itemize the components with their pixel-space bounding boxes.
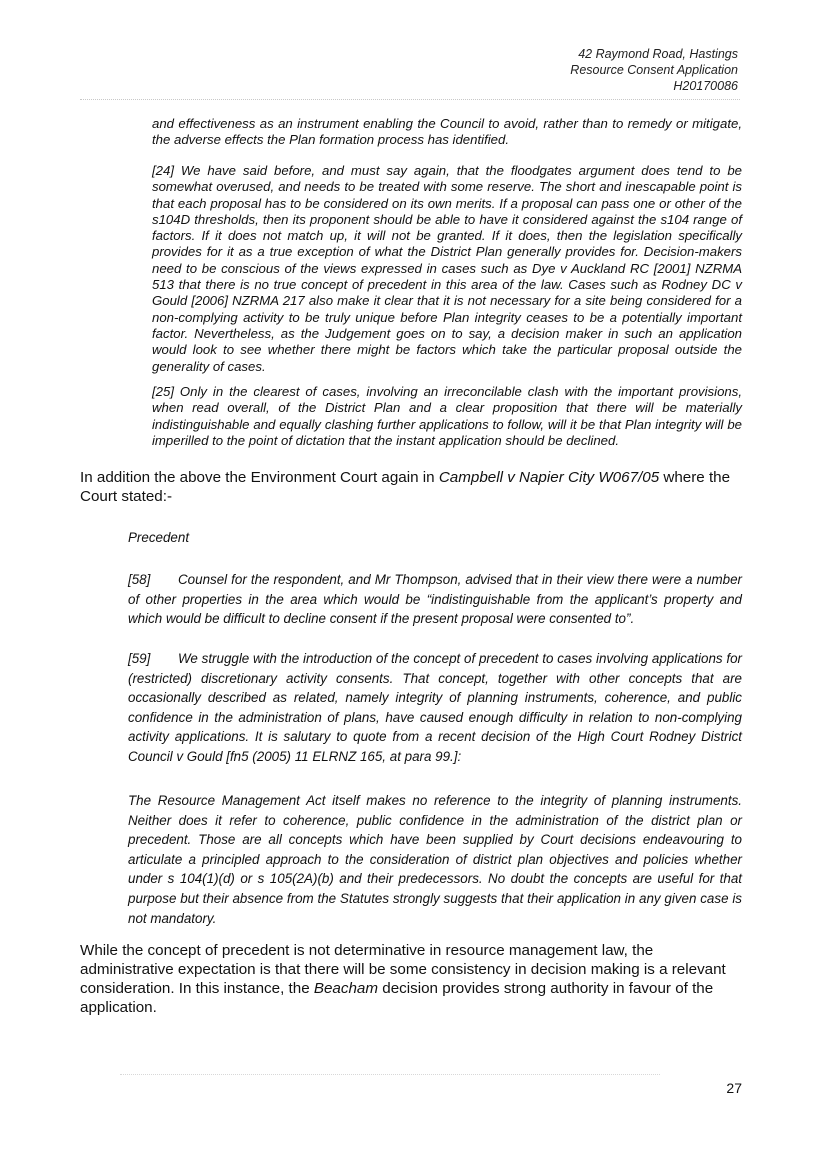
body1-before: In addition the above the Environment Court again in xyxy=(80,469,439,486)
quote-paragraph-25: [25] Only in the clearest of cases, involving an irreconcilable clash with the important provisions, when read overall, of the District Plan and a clear proposition that there will be materially indistinguishable and equally clashing further applications to follow, will it be that Plan integrity will be imperilled to the point of dictation that the instant application should be declined. xyxy=(152,384,742,448)
body1-after: where the Court stated:- xyxy=(80,469,731,505)
header-application: Resource Consent Application xyxy=(570,63,738,77)
para-59-text: We struggle with the introduction of the concept of precedent to cases involving applications for (restricted) discretionary activity consents. That concept, together with other concepts that are occasionally described as related, namely integrity of planning instruments, coherence, and public confidence in the administration of plans, have caused enough difficulty in relation to non-complying activity applications. It is salutary to quote from a recent decision of the High Court Rodney District Council v Gould [fn5 (2005) 11 ELRNZ 165, at para 99.]: xyxy=(128,651,742,764)
quote-paragraph-58 xyxy=(128,570,742,629)
body-paragraph-conclusion xyxy=(80,941,742,1017)
case-citation-campbell: Campbell v Napier City W067/05 xyxy=(438,469,660,486)
body2-before: While the concept of precedent is not determinative in resource management law, the administrative expectation is that there will be some consistency in decision making is a relevant consideration. In this instance, the xyxy=(80,942,726,997)
header-address: 42 Raymond Road, Hastings xyxy=(578,47,738,61)
quote-paragraph-24: [24] We have said before, and must say again, that the floodgates argument does tend to be somewhat overused, and needs to be treated with some reserve. The short and inescapable point is that each proposal has to be considered on its own merits. If a proposal can pass one or other of the s104D thresholds, then its proponent should be able to have it considered against the s104 range of factors. If it does not match up, it will not be granted. If it does, then the legislation specifically provides for it as a true exception of what the District Plan generally provides for. Decision-makers need to be conscious of the views expressed in cases such as Dye v Auckland RC [2001] NZRMA 513 that there is no true concept of precedent in this area of the law. Cases such as Rodney DC v Gould [2006] NZRMA 217 also make it clear that it is not necessary for a site being considered for a non-complying activity to be truly unique before Plan integrity ceases to be a potentially important factor. Nevertheless, as the Judgement goes on to say, a decision maker in such an application would look to see whether there might be factors which take the particular proposal outside the generality of cases. xyxy=(152,163,742,374)
body2-after: decision provides strong authority in favour of the application. xyxy=(80,980,714,1016)
para-58-number: [58] xyxy=(128,572,151,587)
quote-continuation: and effectiveness as an instrument enabling the Council to avoid, rather than to remedy or mitigate, the adverse effects the Plan formation process has identified. xyxy=(152,116,742,148)
body-paragraph-campbell xyxy=(80,468,742,506)
header-reference: H20170086 xyxy=(673,79,738,93)
page-header xyxy=(438,46,738,94)
quote-paragraph-59 xyxy=(128,649,742,767)
page-number: 27 xyxy=(726,1080,742,1096)
para-59-number: [59] xyxy=(128,651,151,666)
inner-quote-gould: The Resource Management Act itself makes no reference to the integrity of planning instruments. Neither does it refer to coherence, public confidence in the administration of the district plan or precedent. Those are all concepts which have been supplied by Court decisions endeavouring to articulate a principled approach to the consideration of district plan objectives and policies whether under s 104(1)(d) or s 105(2A)(b) and their predecessors. No doubt the concepts are useful for that purpose but their absence from the Statutes strongly suggests that their application in any given case is not mandatory. xyxy=(128,793,742,926)
para-58-text: Counsel for the respondent, and Mr Thompson, advised that in their view there were a number of other properties in the area which would be “indistinguishable from the applicant’s property and which would be difficult to decline consent if the present proposal were consented to”. xyxy=(128,572,742,627)
footer-divider xyxy=(120,1074,660,1075)
quote-heading-precedent: Precedent xyxy=(128,530,190,545)
header-divider xyxy=(80,99,740,100)
case-citation-beacham: Beacham xyxy=(313,980,379,997)
